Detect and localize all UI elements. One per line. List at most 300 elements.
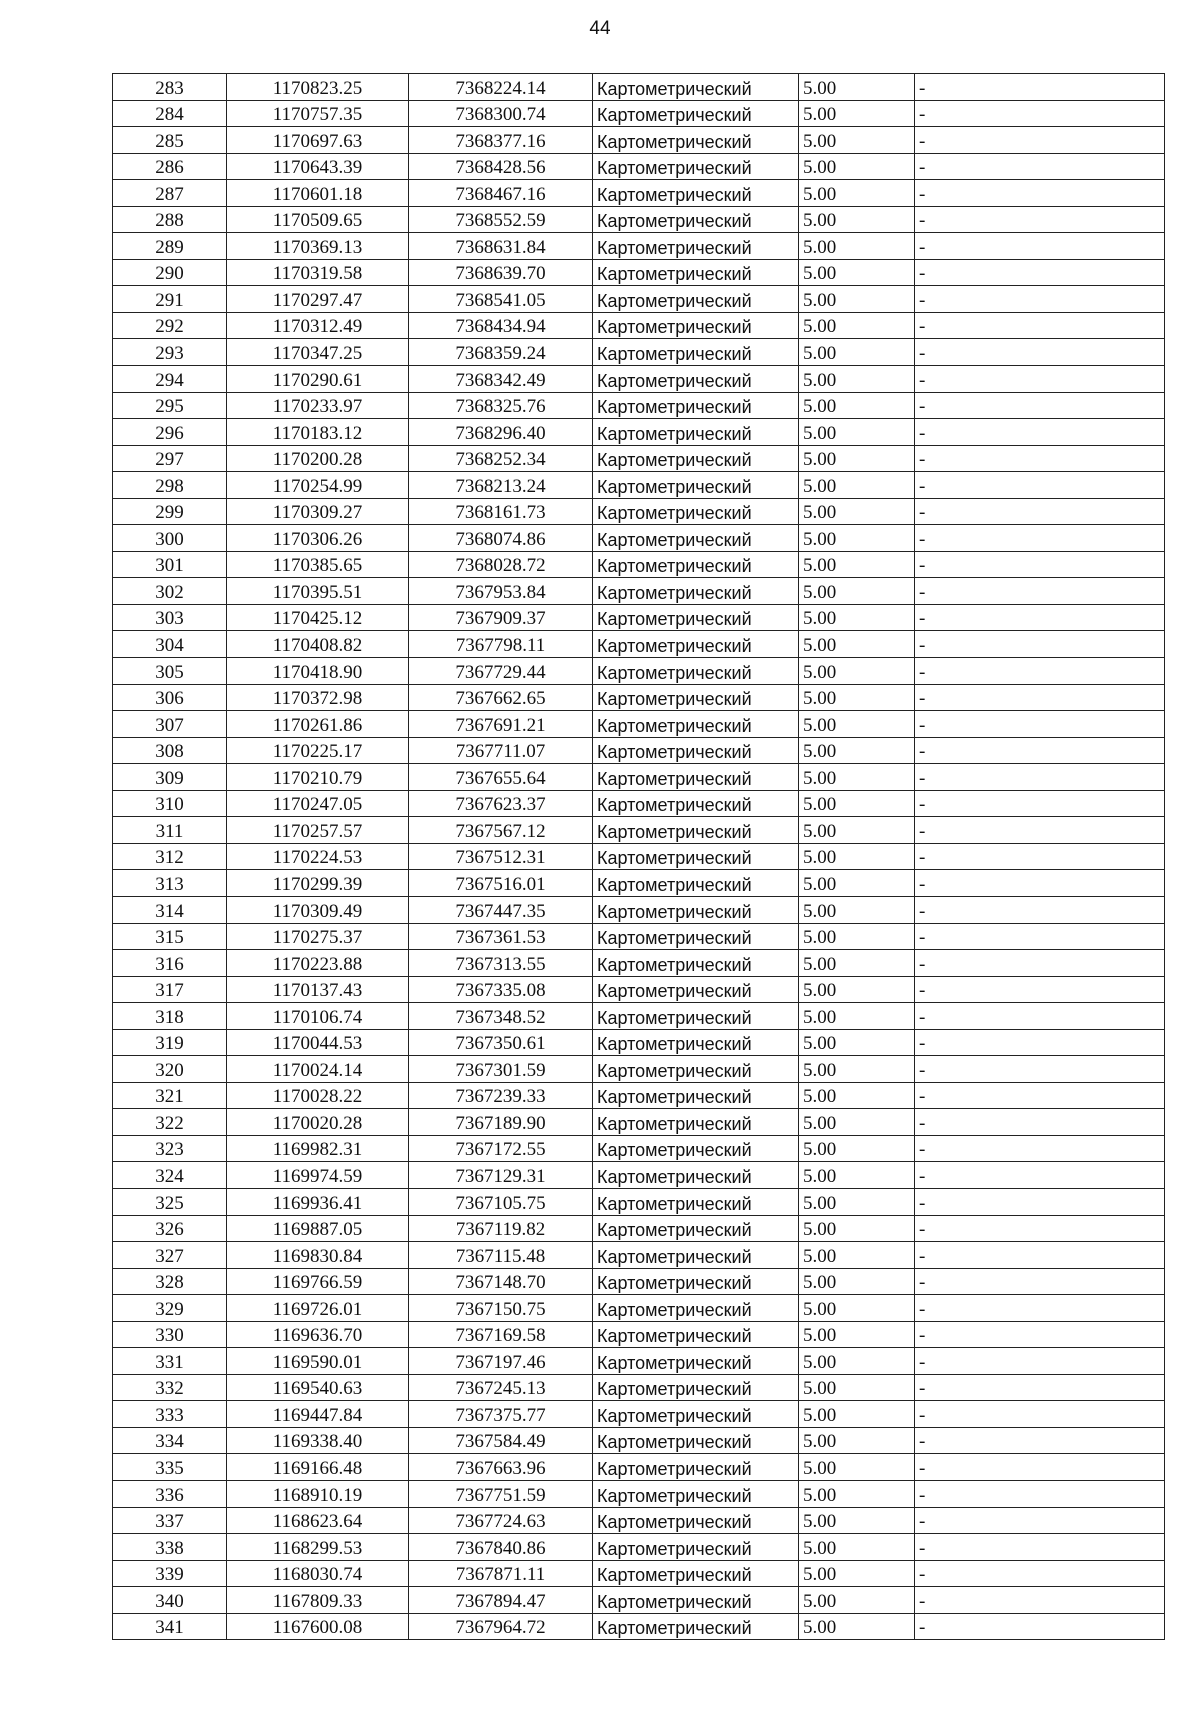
method-cell: Картометрический [593, 790, 799, 817]
accuracy-cell: 5.00 [799, 896, 915, 923]
note-cell: - [915, 1560, 1165, 1587]
y-coordinate-cell: 7368541.05 [409, 286, 593, 313]
x-coordinate-cell: 1170028.22 [227, 1082, 409, 1109]
x-coordinate-cell: 1170225.17 [227, 737, 409, 764]
method-cell: Картометрический [593, 286, 799, 313]
y-coordinate-cell: 7367871.11 [409, 1560, 593, 1587]
x-coordinate-cell: 1170697.63 [227, 127, 409, 154]
y-coordinate-cell: 7367129.31 [409, 1162, 593, 1189]
note-cell: - [915, 127, 1165, 154]
point-number-cell: 307 [113, 711, 227, 738]
note-cell: - [915, 1401, 1165, 1428]
x-coordinate-cell: 1168030.74 [227, 1560, 409, 1587]
note-cell: - [915, 366, 1165, 393]
method-cell: Картометрический [593, 1242, 799, 1269]
method-cell: Картометрический [593, 1560, 799, 1587]
table-row [113, 604, 1165, 631]
point-number-cell: 337 [113, 1507, 227, 1534]
accuracy-cell: 5.00 [799, 551, 915, 578]
y-coordinate-cell: 7367148.70 [409, 1268, 593, 1295]
point-number-cell: 308 [113, 737, 227, 764]
x-coordinate-cell: 1170385.65 [227, 551, 409, 578]
note-cell: - [915, 1056, 1165, 1083]
x-coordinate-cell: 1169447.84 [227, 1401, 409, 1428]
note-cell: - [915, 1454, 1165, 1481]
y-coordinate-cell: 7367909.37 [409, 604, 593, 631]
point-number-cell: 331 [113, 1348, 227, 1375]
y-coordinate-cell: 7367197.46 [409, 1348, 593, 1375]
point-number-cell: 327 [113, 1242, 227, 1269]
y-coordinate-cell: 7367115.48 [409, 1242, 593, 1269]
method-cell: Картометрический [593, 1109, 799, 1136]
note-cell: - [915, 604, 1165, 631]
point-number-cell: 286 [113, 153, 227, 180]
method-cell: Картометрический [593, 498, 799, 525]
point-number-cell: 310 [113, 790, 227, 817]
y-coordinate-cell: 7367313.55 [409, 950, 593, 977]
method-cell: Картометрический [593, 1029, 799, 1056]
accuracy-cell: 5.00 [799, 1427, 915, 1454]
accuracy-cell: 5.00 [799, 1242, 915, 1269]
table-row [113, 100, 1165, 127]
accuracy-cell: 5.00 [799, 180, 915, 207]
y-coordinate-cell: 7368631.84 [409, 233, 593, 260]
method-cell: Картометрический [593, 74, 799, 101]
note-cell: - [915, 790, 1165, 817]
accuracy-cell: 5.00 [799, 100, 915, 127]
y-coordinate-cell: 7367798.11 [409, 631, 593, 658]
table-row [113, 127, 1165, 154]
method-cell: Картометрический [593, 259, 799, 286]
accuracy-cell: 5.00 [799, 790, 915, 817]
point-number-cell: 289 [113, 233, 227, 260]
accuracy-cell: 5.00 [799, 1029, 915, 1056]
accuracy-cell: 5.00 [799, 976, 915, 1003]
note-cell: - [915, 843, 1165, 870]
x-coordinate-cell: 1169166.48 [227, 1454, 409, 1481]
table-row [113, 923, 1165, 950]
x-coordinate-cell: 1170024.14 [227, 1056, 409, 1083]
y-coordinate-cell: 7367662.65 [409, 684, 593, 711]
method-cell: Картометрический [593, 1056, 799, 1083]
point-number-cell: 302 [113, 578, 227, 605]
x-coordinate-cell: 1169540.63 [227, 1374, 409, 1401]
accuracy-cell: 5.00 [799, 1268, 915, 1295]
y-coordinate-cell: 7368252.34 [409, 445, 593, 472]
y-coordinate-cell: 7367691.21 [409, 711, 593, 738]
table-row [113, 1188, 1165, 1215]
table-row [113, 392, 1165, 419]
note-cell: - [915, 1613, 1165, 1640]
note-cell: - [915, 1215, 1165, 1242]
point-number-cell: 326 [113, 1215, 227, 1242]
x-coordinate-cell: 1167600.08 [227, 1613, 409, 1640]
accuracy-cell: 5.00 [799, 923, 915, 950]
point-number-cell: 325 [113, 1188, 227, 1215]
method-cell: Картометрический [593, 658, 799, 685]
table-row [113, 74, 1165, 101]
accuracy-cell: 5.00 [799, 1056, 915, 1083]
y-coordinate-cell: 7367361.53 [409, 923, 593, 950]
x-coordinate-cell: 1170601.18 [227, 180, 409, 207]
point-number-cell: 330 [113, 1321, 227, 1348]
accuracy-cell: 5.00 [799, 1321, 915, 1348]
accuracy-cell: 5.00 [799, 312, 915, 339]
table-row [113, 180, 1165, 207]
x-coordinate-cell: 1170210.79 [227, 764, 409, 791]
table-row [113, 1401, 1165, 1428]
y-coordinate-cell: 7367894.47 [409, 1587, 593, 1614]
method-cell: Картометрический [593, 1587, 799, 1614]
table-row [113, 843, 1165, 870]
accuracy-cell: 5.00 [799, 153, 915, 180]
table-row [113, 1507, 1165, 1534]
point-number-cell: 336 [113, 1480, 227, 1507]
y-coordinate-cell: 7367729.44 [409, 658, 593, 685]
y-coordinate-cell: 7367447.35 [409, 896, 593, 923]
accuracy-cell: 5.00 [799, 525, 915, 552]
note-cell: - [915, 658, 1165, 685]
accuracy-cell: 5.00 [799, 1109, 915, 1136]
note-cell: - [915, 1587, 1165, 1614]
note-cell: - [915, 631, 1165, 658]
point-number-cell: 291 [113, 286, 227, 313]
x-coordinate-cell: 1170299.39 [227, 870, 409, 897]
x-coordinate-cell: 1170224.53 [227, 843, 409, 870]
y-coordinate-cell: 7367150.75 [409, 1295, 593, 1322]
y-coordinate-cell: 7367724.63 [409, 1507, 593, 1534]
accuracy-cell: 5.00 [799, 286, 915, 313]
x-coordinate-cell: 1170044.53 [227, 1029, 409, 1056]
table-row [113, 764, 1165, 791]
point-number-cell: 309 [113, 764, 227, 791]
method-cell: Картометрический [593, 366, 799, 393]
y-coordinate-cell: 7368161.73 [409, 498, 593, 525]
x-coordinate-cell: 1169726.01 [227, 1295, 409, 1322]
x-coordinate-cell: 1170643.39 [227, 153, 409, 180]
method-cell: Картометрический [593, 551, 799, 578]
method-cell: Картометрический [593, 1454, 799, 1481]
accuracy-cell: 5.00 [799, 1534, 915, 1561]
table-row [113, 1560, 1165, 1587]
method-cell: Картометрический [593, 1268, 799, 1295]
method-cell: Картометрический [593, 419, 799, 446]
note-cell: - [915, 711, 1165, 738]
note-cell: - [915, 525, 1165, 552]
point-number-cell: 311 [113, 817, 227, 844]
y-coordinate-cell: 7367584.49 [409, 1427, 593, 1454]
method-cell: Картометрический [593, 976, 799, 1003]
y-coordinate-cell: 7367105.75 [409, 1188, 593, 1215]
method-cell: Картометрический [593, 1215, 799, 1242]
table-row [113, 286, 1165, 313]
accuracy-cell: 5.00 [799, 1348, 915, 1375]
accuracy-cell: 5.00 [799, 950, 915, 977]
y-coordinate-cell: 7367245.13 [409, 1374, 593, 1401]
note-cell: - [915, 1268, 1165, 1295]
point-number-cell: 338 [113, 1534, 227, 1561]
point-number-cell: 283 [113, 74, 227, 101]
x-coordinate-cell: 1170347.25 [227, 339, 409, 366]
y-coordinate-cell: 7367567.12 [409, 817, 593, 844]
note-cell: - [915, 578, 1165, 605]
table-row [113, 153, 1165, 180]
point-number-cell: 314 [113, 896, 227, 923]
x-coordinate-cell: 1170312.49 [227, 312, 409, 339]
point-number-cell: 332 [113, 1374, 227, 1401]
accuracy-cell: 5.00 [799, 737, 915, 764]
note-cell: - [915, 817, 1165, 844]
accuracy-cell: 5.00 [799, 1454, 915, 1481]
point-number-cell: 290 [113, 259, 227, 286]
point-number-cell: 303 [113, 604, 227, 631]
method-cell: Картометрический [593, 1613, 799, 1640]
method-cell: Картометрический [593, 1188, 799, 1215]
accuracy-cell: 5.00 [799, 472, 915, 499]
x-coordinate-cell: 1168910.19 [227, 1480, 409, 1507]
note-cell: - [915, 923, 1165, 950]
y-coordinate-cell: 7367119.82 [409, 1215, 593, 1242]
x-coordinate-cell: 1169766.59 [227, 1268, 409, 1295]
accuracy-cell: 5.00 [799, 1215, 915, 1242]
point-number-cell: 333 [113, 1401, 227, 1428]
table-row [113, 445, 1165, 472]
table-row [113, 498, 1165, 525]
method-cell: Картометрический [593, 817, 799, 844]
note-cell: - [915, 976, 1165, 1003]
x-coordinate-cell: 1169636.70 [227, 1321, 409, 1348]
table-row [113, 737, 1165, 764]
method-cell: Картометрический [593, 950, 799, 977]
x-coordinate-cell: 1169338.40 [227, 1427, 409, 1454]
point-number-cell: 321 [113, 1082, 227, 1109]
y-coordinate-cell: 7367655.64 [409, 764, 593, 791]
y-coordinate-cell: 7367751.59 [409, 1480, 593, 1507]
y-coordinate-cell: 7368359.24 [409, 339, 593, 366]
y-coordinate-cell: 7368428.56 [409, 153, 593, 180]
table-row [113, 339, 1165, 366]
point-number-cell: 323 [113, 1135, 227, 1162]
method-cell: Картометрический [593, 896, 799, 923]
y-coordinate-cell: 7367953.84 [409, 578, 593, 605]
point-number-cell: 293 [113, 339, 227, 366]
method-cell: Картометрический [593, 339, 799, 366]
table-row [113, 1348, 1165, 1375]
accuracy-cell: 5.00 [799, 817, 915, 844]
x-coordinate-cell: 1170275.37 [227, 923, 409, 950]
note-cell: - [915, 392, 1165, 419]
method-cell: Картометрический [593, 1162, 799, 1189]
x-coordinate-cell: 1170823.25 [227, 74, 409, 101]
method-cell: Картометрический [593, 472, 799, 499]
method-cell: Картометрический [593, 923, 799, 950]
table-row [113, 1587, 1165, 1614]
y-coordinate-cell: 7367375.77 [409, 1401, 593, 1428]
table-row [113, 1321, 1165, 1348]
method-cell: Картометрический [593, 206, 799, 233]
point-number-cell: 341 [113, 1613, 227, 1640]
y-coordinate-cell: 7367189.90 [409, 1109, 593, 1136]
table-row [113, 658, 1165, 685]
accuracy-cell: 5.00 [799, 127, 915, 154]
table-row [113, 1029, 1165, 1056]
note-cell: - [915, 1029, 1165, 1056]
method-cell: Картометрический [593, 127, 799, 154]
note-cell: - [915, 1295, 1165, 1322]
x-coordinate-cell: 1170509.65 [227, 206, 409, 233]
note-cell: - [915, 339, 1165, 366]
accuracy-cell: 5.00 [799, 764, 915, 791]
method-cell: Картометрический [593, 1374, 799, 1401]
point-number-cell: 324 [113, 1162, 227, 1189]
method-cell: Картометрический [593, 1135, 799, 1162]
point-number-cell: 316 [113, 950, 227, 977]
x-coordinate-cell: 1170395.51 [227, 578, 409, 605]
y-coordinate-cell: 7367512.31 [409, 843, 593, 870]
x-coordinate-cell: 1170757.35 [227, 100, 409, 127]
y-coordinate-cell: 7367350.61 [409, 1029, 593, 1056]
method-cell: Картометрический [593, 1401, 799, 1428]
y-coordinate-cell: 7368028.72 [409, 551, 593, 578]
table-row [113, 790, 1165, 817]
accuracy-cell: 5.00 [799, 843, 915, 870]
method-cell: Картометрический [593, 578, 799, 605]
point-number-cell: 306 [113, 684, 227, 711]
note-cell: - [915, 206, 1165, 233]
accuracy-cell: 5.00 [799, 1587, 915, 1614]
accuracy-cell: 5.00 [799, 339, 915, 366]
table-row [113, 366, 1165, 393]
point-number-cell: 296 [113, 419, 227, 446]
point-number-cell: 313 [113, 870, 227, 897]
accuracy-cell: 5.00 [799, 1507, 915, 1534]
y-coordinate-cell: 7367335.08 [409, 976, 593, 1003]
accuracy-cell: 5.00 [799, 1188, 915, 1215]
table-row [113, 1480, 1165, 1507]
accuracy-cell: 5.00 [799, 1374, 915, 1401]
note-cell: - [915, 1427, 1165, 1454]
y-coordinate-cell: 7368213.24 [409, 472, 593, 499]
point-number-cell: 328 [113, 1268, 227, 1295]
note-cell: - [915, 684, 1165, 711]
x-coordinate-cell: 1170408.82 [227, 631, 409, 658]
point-number-cell: 288 [113, 206, 227, 233]
x-coordinate-cell: 1169982.31 [227, 1135, 409, 1162]
method-cell: Картометрический [593, 100, 799, 127]
note-cell: - [915, 1082, 1165, 1109]
table-row [113, 976, 1165, 1003]
table-row [113, 1454, 1165, 1481]
method-cell: Картометрический [593, 153, 799, 180]
note-cell: - [915, 419, 1165, 446]
point-number-cell: 297 [113, 445, 227, 472]
accuracy-cell: 5.00 [799, 1401, 915, 1428]
table-row [113, 1374, 1165, 1401]
point-number-cell: 320 [113, 1056, 227, 1083]
x-coordinate-cell: 1169590.01 [227, 1348, 409, 1375]
method-cell: Картометрический [593, 312, 799, 339]
point-number-cell: 305 [113, 658, 227, 685]
note-cell: - [915, 1534, 1165, 1561]
table-row [113, 233, 1165, 260]
point-number-cell: 339 [113, 1560, 227, 1587]
y-coordinate-cell: 7367840.86 [409, 1534, 593, 1561]
table-row [113, 1162, 1165, 1189]
note-cell: - [915, 1374, 1165, 1401]
table-row [113, 950, 1165, 977]
note-cell: - [915, 1135, 1165, 1162]
y-coordinate-cell: 7367239.33 [409, 1082, 593, 1109]
accuracy-cell: 5.00 [799, 1003, 915, 1030]
x-coordinate-cell: 1170137.43 [227, 976, 409, 1003]
x-coordinate-cell: 1170261.86 [227, 711, 409, 738]
method-cell: Картометрический [593, 843, 799, 870]
method-cell: Картометрический [593, 1534, 799, 1561]
note-cell: - [915, 764, 1165, 791]
point-number-cell: 329 [113, 1295, 227, 1322]
x-coordinate-cell: 1170306.26 [227, 525, 409, 552]
table-row [113, 1295, 1165, 1322]
point-number-cell: 317 [113, 976, 227, 1003]
page-number: 44 [589, 18, 611, 39]
x-coordinate-cell: 1170290.61 [227, 366, 409, 393]
x-coordinate-cell: 1168299.53 [227, 1534, 409, 1561]
y-coordinate-cell: 7367169.58 [409, 1321, 593, 1348]
table-row [113, 206, 1165, 233]
note-cell: - [915, 1188, 1165, 1215]
accuracy-cell: 5.00 [799, 206, 915, 233]
table-row [113, 817, 1165, 844]
accuracy-cell: 5.00 [799, 711, 915, 738]
table-row [113, 551, 1165, 578]
method-cell: Картометрический [593, 631, 799, 658]
y-coordinate-cell: 7367301.59 [409, 1056, 593, 1083]
note-cell: - [915, 472, 1165, 499]
accuracy-cell: 5.00 [799, 1560, 915, 1587]
accuracy-cell: 5.00 [799, 658, 915, 685]
x-coordinate-cell: 1170200.28 [227, 445, 409, 472]
y-coordinate-cell: 7367348.52 [409, 1003, 593, 1030]
method-cell: Картометрический [593, 1507, 799, 1534]
table-row [113, 684, 1165, 711]
coordinates-table [112, 73, 1165, 1640]
y-coordinate-cell: 7367711.07 [409, 737, 593, 764]
x-coordinate-cell: 1170297.47 [227, 286, 409, 313]
y-coordinate-cell: 7368224.14 [409, 74, 593, 101]
note-cell: - [915, 153, 1165, 180]
point-number-cell: 312 [113, 843, 227, 870]
x-coordinate-cell: 1169887.05 [227, 1215, 409, 1242]
table-row [113, 1003, 1165, 1030]
table-row [113, 711, 1165, 738]
table-row [113, 896, 1165, 923]
method-cell: Картометрический [593, 180, 799, 207]
note-cell: - [915, 1162, 1165, 1189]
x-coordinate-cell: 1170247.05 [227, 790, 409, 817]
point-number-cell: 294 [113, 366, 227, 393]
point-number-cell: 319 [113, 1029, 227, 1056]
table-row [113, 525, 1165, 552]
note-cell: - [915, 1348, 1165, 1375]
x-coordinate-cell: 1170369.13 [227, 233, 409, 260]
accuracy-cell: 5.00 [799, 1135, 915, 1162]
y-coordinate-cell: 7367663.96 [409, 1454, 593, 1481]
note-cell: - [915, 312, 1165, 339]
x-coordinate-cell: 1168623.64 [227, 1507, 409, 1534]
table-row [113, 1534, 1165, 1561]
accuracy-cell: 5.00 [799, 1082, 915, 1109]
x-coordinate-cell: 1170233.97 [227, 392, 409, 419]
